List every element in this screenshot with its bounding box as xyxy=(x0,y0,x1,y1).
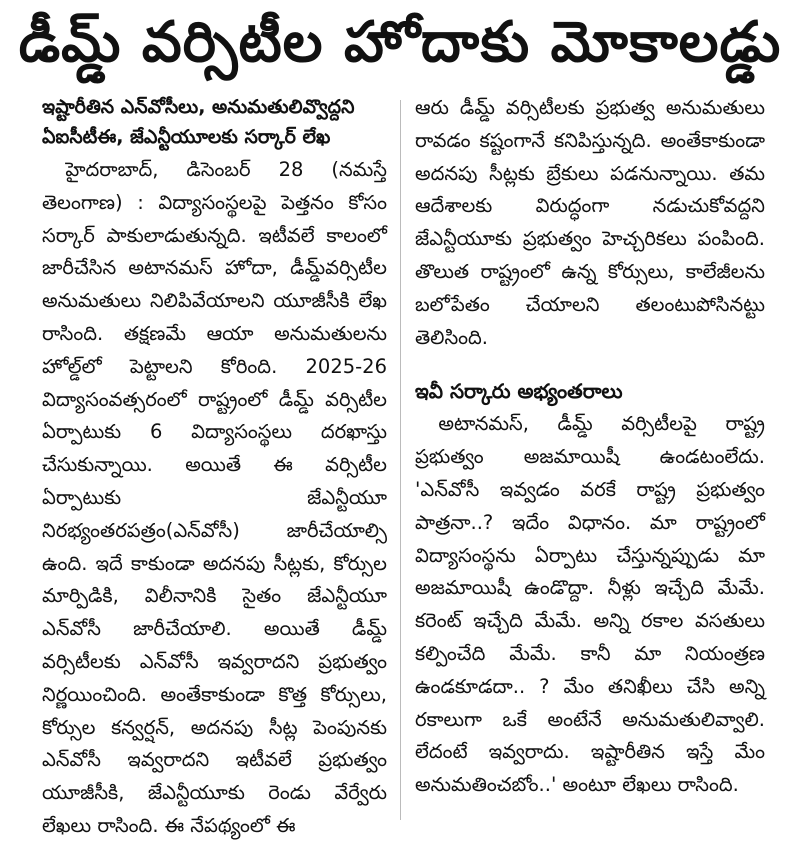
subheadline: ఇష్టారీతిన ఎన్‌వోసీలు, అనుమతులివ్వొద్దని ఏఐసీటీఈ, జేఎన్టీయూలకు సర్కార్ లేఖ xyxy=(42,96,355,148)
column-divider xyxy=(400,100,401,820)
right-column xyxy=(415,92,765,802)
right-body-text-2: అటానమస్, డీమ్డ్ వర్సిటీలపై రాష్ట్ర ప్రభుత్వం అజమాయిషీ ఉండటంలేదు. 'ఎన్‌వోసీ ఇవ్వడం వరకే రాష్ట్ర ప్రభుత్వం పాత్రనా..? ఇదేం విధానం. మా రాష్ట్రంలో విద్యాసంస్థను ఏర్పాటు చేస్తున్నప్పుడు మా అజమాయిషీ ఉండొద్దా. నీళ్లు ఇచ్చేది మేమే. కరెంట్ ఇచ్చేది మేమే. అన్ని రకాల వసతులు కల్పించేది మేమే. కానీ మా నియంత్రణ ఉండకూడదా.. ? మేం తనిఖీలు చేసి అన్ని రకాలుగా ఒకే అంటేనే అనుమతులివ్వాలి. లేదంటే ఇవ్వరాదు. ఇష్టారీతిన ఇస్తే మేం అనుమతించబోం..' అంటూ లేఖలు రాసింది. xyxy=(415,412,765,797)
section-heading: ఇవీ సర్కారు అభ్యంతరాలు xyxy=(415,379,623,404)
headline: డీమ్డ్ వర్సిటీల హోదాకు మోకాలడ్డు xyxy=(18,10,782,75)
right-body-text-1: ఆరు డీమ్డ్ వర్సిటీలకు ప్రభుత్వ అనుమతులు రావడం కష్టంగానే కనిపిస్తున్నది. అంతేకాకుండా అదనపు సీట్లకు బ్రేకులు పడనున్నాయి. తమ ఆదేశాలకు విరుద్ధంగా నడుచుకోవద్దని జేఎన్టీయూకు ప్రభుత్వం హెచ్చరికలు పంపింది. తొలుత రాష్ట్రంలో ఉన్న కోర్సులు, కాలేజీలను బలోపేతం చేయాలని తలంటుపోసినట్టు తెలిసింది. xyxy=(415,96,765,349)
left-body-text: హైదరాబాద్, డిసెంబర్ 28 (నమస్తే తెలంగాణ) : విద్యాసంస్థలపై పెత్తనం కోసం సర్కార్ పాకులాడుతున్నది. ఇటీవలే కాలంలో జారీచేసిన అటానమస్ హోదా, డీమ్డ్‌వర్సిటీల అనుమతులు నిలిపివేయాలని యూజీసీకి లేఖ రాసింది. తక్షణమే ఆయా అనుమతులను హోల్డ్‌లో పెట్టాలని కోరింది. 2025-26 విద్యాసంవత్సరంలో రాష్ట్రంలో డీమ్డ్ వర్సిటీల ఏర్పాటుకు 6 విద్యాసంస్థలు దరఖాస్తు చేసుకున్నాయి. అయితే ఈ వర్సిటీల ఏర్పాటుకు జేఎన్టీయూ నిరభ్యంతరపత్రం(ఎన్‌వోసీ) జారీచేయాల్సి ఉంది. ఇదే కాకుండా అదనపు సీట్లకు, కోర్సుల మార్పిడికి, విలీనానికి సైతం జేఎన్టీయూ ఎన్‌వోసీ జారీచేయాలి. అయితే డీమ్డ్ వర్సిటీలకు ఎన్‌వోసీ ఇవ్వరాదని ప్రభుత్వం నిర్ణయించింది. అంతేకాకుండా కొత్త కోర్సులు, కోర్సుల కన్వర్షన్, అదనపు సీట్ల పెంపునకు ఎన్‌వోసీ ఇవ్వరాదని ఇటీవలే ప్రభుత్వం యూజీసీకి, జేఎన్టీయూకు రెండు వేర్వేరు లేఖలు రాసింది. ఈ నేపథ్యంలో ఈ xyxy=(42,158,387,837)
left-column xyxy=(42,92,387,843)
